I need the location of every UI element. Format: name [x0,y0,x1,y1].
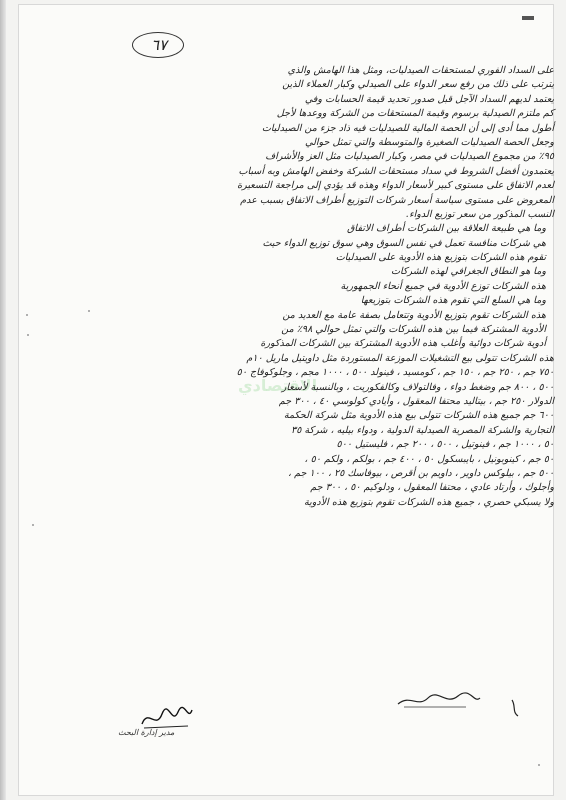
watermark: الاقتصادي [238,376,318,395]
text-line: الدولار ٢٥٠ جم ، بيتاليد محتفا المعقول ، وأيادي كولوسي ٤٠ ، ٣٠٠ جم [278,395,554,407]
text-line: وجعل الحصة الصيدليات الصغيرة والمتوسطة والتي تمثل حوالي [304,136,554,148]
page-number: ٦٧ [151,36,168,54]
text-line: يعتمدون أفضل الشروط في سداد مستحقات الشركة وخفض الهامش وبه أسباب [238,165,554,177]
signature-caption: مدير إدارة البحث [118,728,175,737]
text-line: تقوم هذه الشركات بتوزيع هذه الأدوية على الصيدليات [335,252,546,264]
text-line: المعروض على مستوى سياسة أسعار شركات التوزيع أطراف الاتفاق بسبب عدم [240,194,554,206]
text-line: يعتمد لديهم السداد الآجل قبل صدور تحديد قيمة الحسابات وفي [304,93,554,105]
corner-mark [522,16,534,20]
text-line: النسب المذكور من سعر توزيع الدواء. [406,208,554,220]
text-line: التجارية والشركة المصرية الصيدلية الدولية ، ودواء بيليه ، شركة ٣٥ [291,424,554,436]
text-line: هذه الشركات توزع الأدوية في جميع أنحاء الجمهورية [340,280,546,292]
text-line: وما هي السلع التي تقوم هذه الشركات بتوزيعها [360,295,546,307]
text-line: ٥٠٠ ، ٨٠٠ جم وضغط دواء ، وفالتولاف وكالفكوريت ، وبالنسبة لأسعار [281,381,554,393]
text-line: الأدوية المشتركة فيما بين هذه الشركات والتي تمثل حوالي ٩٨٪ من [281,324,546,336]
text-line: كم ملتزم الصيدلية برسوم وقيمة المستحقات من الشركة ووعدها لأجل [276,108,554,120]
signature-scribble-right [396,690,482,710]
text-line: هذه الشركات تقوم بتوزيع الأدوية وتتعامل بصفة عامة مع العديد من [282,309,546,321]
checkmark-icon [510,698,520,718]
text-line: أدوية شركات دوائية وأغلب هذه الأدوية المشتركة بين الشركات المذكورة [260,338,546,350]
text-line: ٩٥٪ من مجموع الصيدليات في مصر، وكبار الصيدليات مثل العز والأشراف [265,151,554,163]
text-line: ٧٥٠ جم ، ٢٥٠ جم ، ١٥٠ جم ، كومسيد ، فينولد ٥٠٠ ، ١٠٠٠ مجم ، وجلوكوفاج ٥٠ [236,367,554,379]
scanner-edge [0,0,6,800]
text-line: أطول مما أدى إلى أن الحصة المالية للصيدليات فيه ذاد جزء من الصيدليات [261,122,554,134]
text-line: ٥٠ جم ، كينوبونيل ، بايبسكول ٥٠ ، ٤٠٠ جم ، بولكم ، ولكم ٥٠ ، [304,453,554,465]
text-line: ٥٠ ، ١٠٠٠ جم ، فينوتيل ، ٥٠٠ ، ٢٠٠ جم ، فليستيل ٥٠٠ [336,439,554,451]
text-line: وأجلوك ، وأرتاد عادي ، محتفا المعقول ، ودلوكيم ٥٠ ، ٣٠٠ جم [310,482,554,494]
handwritten-text-body [106,64,554,510]
text-line: ٦٠٠ جم جميع هذه الشركات تتولى بيع هذه الأدوية مثل شركة الحكمة [283,410,554,422]
text-line: هي شركات منافسة تعمل في نفس السوق وهي سوق توزيع الدواء حيث [262,237,546,249]
text-line: وما هو النطاق الجغرافي لهذه الشركات [391,266,546,278]
text-line: ٥٠٠ جم ، بيلوكس داوير ، داويم بن أقرص ، بيوفاسك ٢٥ ، ١٠٠ جم ، [287,467,554,479]
text-line: على السداد الفوري لمستحقات الصيدليات، ومثل هذا الهامش والذي [287,65,554,76]
text-line: ولا يسبكي حصري ، جميع هذه الشركات تقوم بتوزيع هذه الأدوية [303,496,554,508]
text-line: يترتب على ذلك من رفع سعر الدواء على الصيدلي وكبار العملاء الذين [282,79,554,91]
text-line: وما هي طبيعة العلاقة بين الشركات أطراف الاتفاق [346,223,546,235]
text-line: لعدم الاتفاق على مستوى كبير لأسعار الدواء وهذه قد يؤدي إلى مراجعة التسعيرة [237,180,554,192]
document-page [18,4,554,796]
text-line: هذه الشركات تتولى بيع التشغيلات الموزعة المستوردة مثل داويتيل ماريل ١٠م [246,352,554,364]
